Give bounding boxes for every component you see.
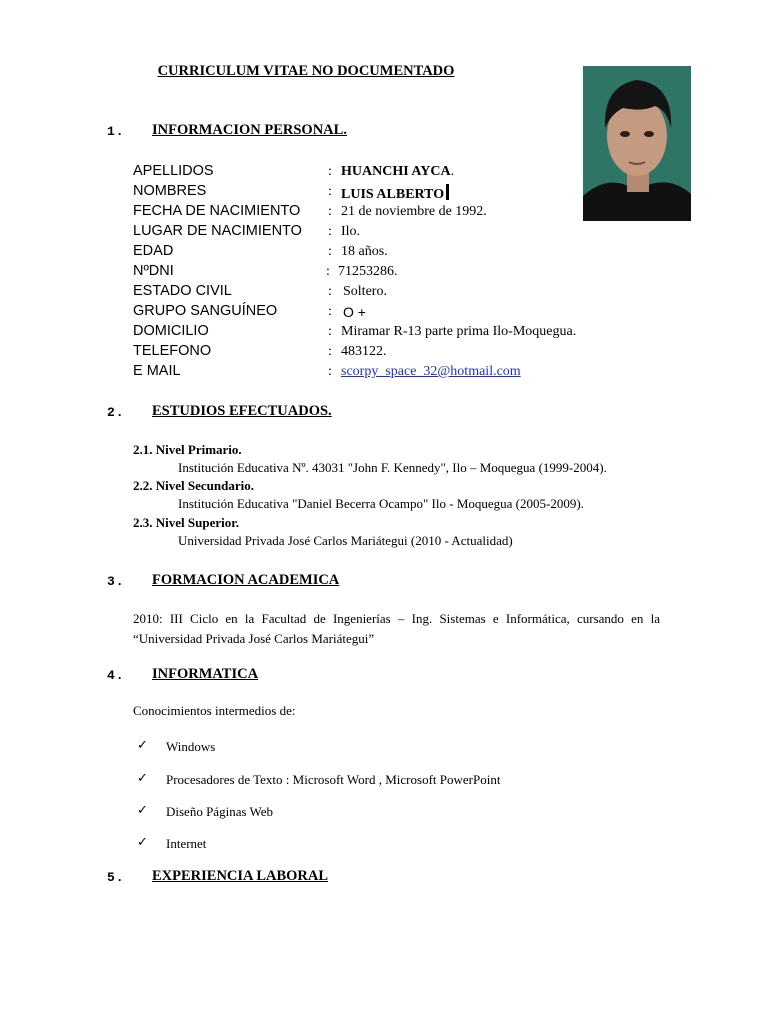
field-colon: :	[328, 224, 332, 239]
surname-suffix: .	[450, 164, 455, 179]
checkmark-icon: ✓	[137, 835, 148, 850]
field-colon: :	[326, 264, 330, 279]
checkmark-icon: ✓	[137, 738, 148, 753]
field-label: FECHA DE NACIMIENTO	[133, 203, 301, 219]
profile-photo-image	[583, 66, 691, 221]
text-cursor	[446, 184, 449, 200]
field-label: NOMBRES	[133, 183, 207, 199]
formacion-paragraph: 2010: III Ciclo en la Facultad de Ingenierías – Ing. Sistemas e Informática, cursando en la “Universidad Privada José Carlos Mariátegui”	[133, 611, 660, 646]
field-label: E MAIL	[133, 363, 181, 379]
education-detail: Institución Educativa "Daniel Becerra Ocampo" Ilo - Moquegua (2005-2009).	[178, 496, 584, 511]
field-colon: :	[328, 304, 332, 319]
skill-item: Procesadores de Texto : Microsoft Word , Microsoft PowerPoint	[166, 772, 501, 787]
checkmark-icon: ✓	[137, 803, 148, 818]
field-label: TELEFONO	[133, 343, 212, 359]
field-label: EDAD	[133, 243, 174, 259]
field-value-domicilio: Miramar R-13 parte prima Ilo-Moquegua.	[341, 324, 577, 339]
email-link[interactable]: scorpy_space_32@hotmail.com	[341, 364, 521, 379]
field-label: GRUPO SANGUÍNEO	[133, 303, 278, 319]
field-label: DOMICILIO	[133, 323, 209, 339]
field-label: ESTADO CIVIL	[133, 283, 232, 299]
field-colon: :	[328, 344, 332, 359]
skills-intro: Conocimientos intermedios de:	[133, 703, 296, 718]
education-level: 2.2. Nivel Secundario.	[133, 478, 254, 493]
section-number: 2.	[107, 405, 125, 420]
field-value-apellidos	[341, 164, 454, 180]
field-value-dni: 71253286.	[338, 264, 398, 279]
education-detail: Universidad Privada José Carlos Mariátegui (2010 - Actualidad)	[178, 533, 513, 548]
field-value-lugar: Ilo.	[341, 224, 361, 239]
name-text: LUIS ALBERTO	[341, 187, 445, 202]
field-colon: :	[328, 364, 332, 379]
field-colon: :	[328, 324, 332, 339]
skill-item: Diseño Páginas Web	[166, 804, 274, 819]
education-level: 2.3. Nivel Superior.	[133, 515, 240, 530]
profile-photo	[583, 66, 691, 221]
skill-item: Internet	[166, 836, 207, 851]
skill-item: Windows	[166, 739, 216, 754]
education-level: 2.1. Nivel Primario.	[133, 442, 242, 457]
education-detail: Institución Educativa Nº. 43031 "John F. Kennedy", Ilo – Moquegua (1999-2004).	[178, 460, 607, 475]
section-number: 5.	[107, 870, 125, 885]
section-title-experiencia: EXPERIENCIA LABORAL	[152, 868, 329, 884]
checkmark-icon: ✓	[137, 771, 148, 786]
field-value-edad: 18 años.	[341, 244, 388, 259]
section-number: 4.	[107, 668, 125, 683]
section-title-personal: INFORMACION PERSONAL.	[152, 122, 347, 138]
field-colon: :	[328, 244, 332, 259]
field-colon: :	[328, 184, 332, 199]
document-title: CURRICULUM VITAE NO DOCUMENTADO	[157, 63, 455, 79]
surname-text: HUANCHI AYCA	[341, 164, 451, 179]
section-title-informatica: INFORMATICA	[152, 666, 259, 682]
field-value-nombres	[341, 184, 449, 203]
field-value-grupo: O +	[343, 304, 366, 320]
field-value-estado-civil: Soltero.	[343, 284, 387, 299]
field-value-telefono: 483122.	[341, 344, 387, 359]
section-number: 3.	[107, 574, 125, 589]
field-label: APELLIDOS	[133, 163, 214, 179]
field-label: NºDNI	[133, 263, 174, 279]
field-label: LUGAR DE NACIMIENTO	[133, 223, 302, 239]
field-colon: :	[328, 164, 332, 179]
field-colon: :	[328, 284, 332, 299]
field-colon: :	[328, 204, 332, 219]
field-value-fecha: 21 de noviembre de 1992.	[341, 204, 487, 219]
section-title-estudios: ESTUDIOS EFECTUADOS.	[152, 403, 332, 419]
section-number: 1.	[107, 124, 125, 139]
section-title-formacion: FORMACION ACADEMICA	[152, 572, 340, 588]
